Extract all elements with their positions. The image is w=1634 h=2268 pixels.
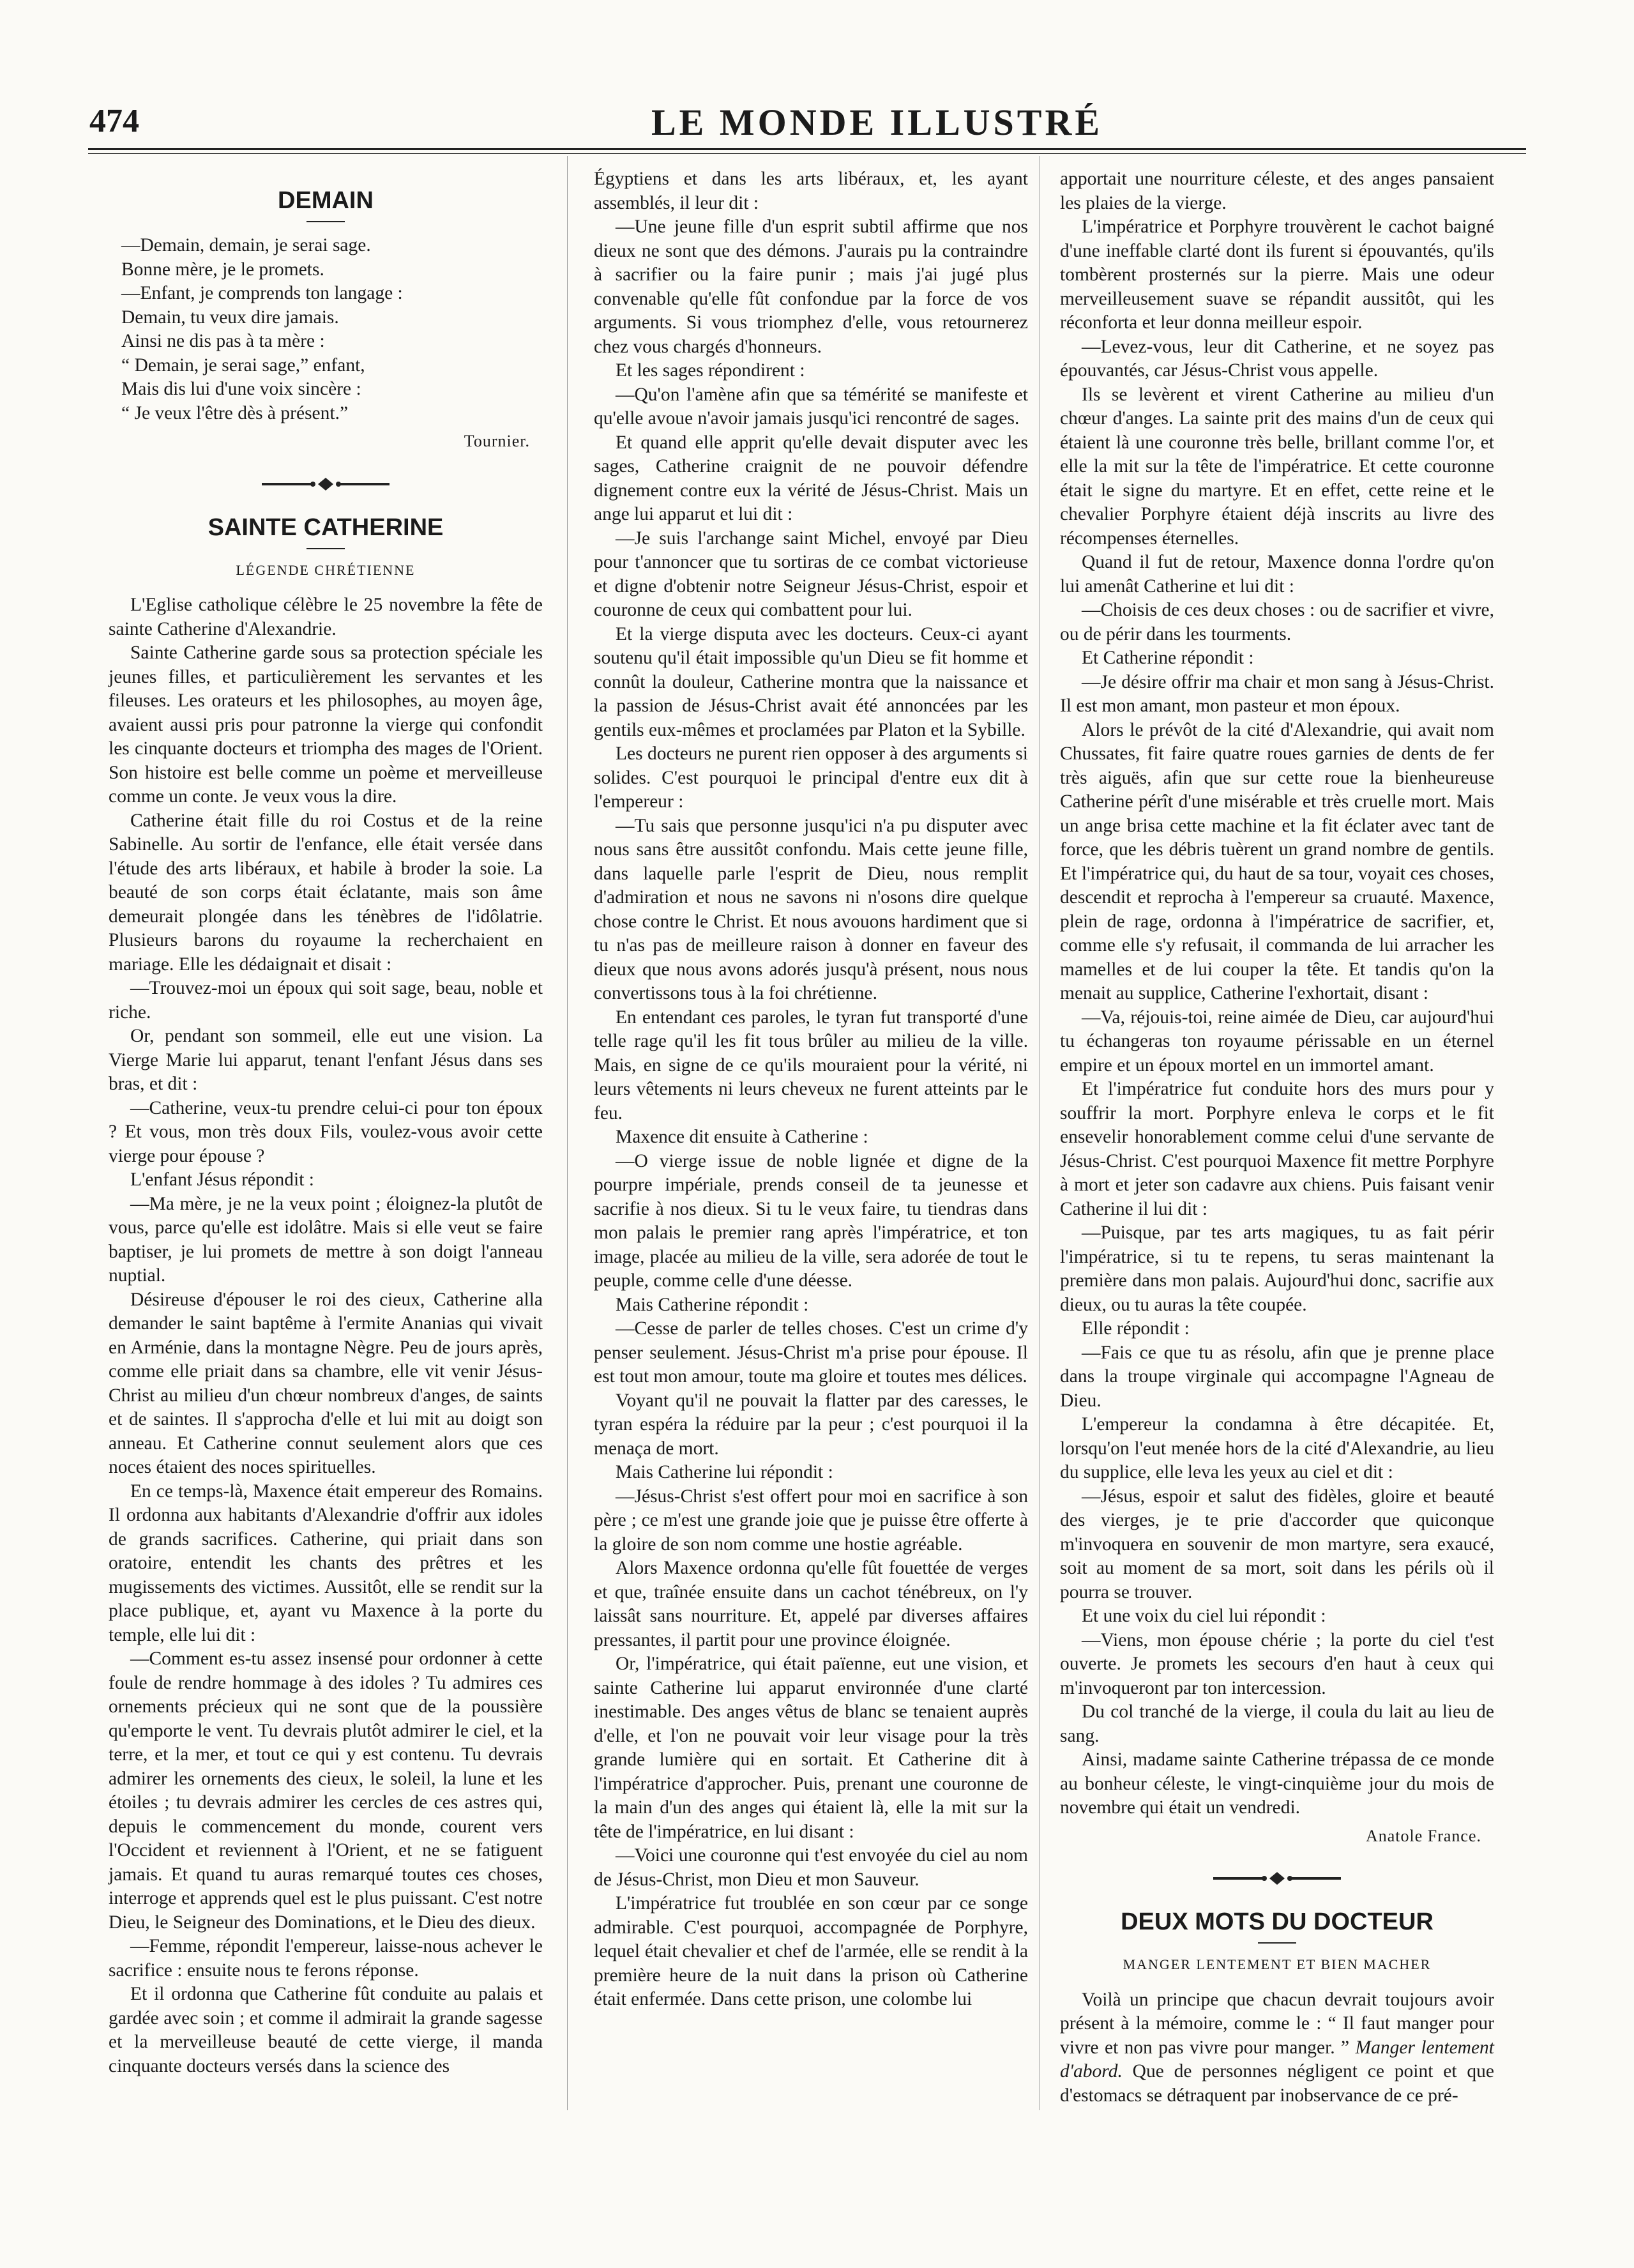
paragraph: En entendant ces paroles, le tyran fut transporté d'une telle rage qu'il les fit tous brûler au milieu de la ville. Mais, en signe de ce qu'ils mouraient pour la vérité, ni leurs vêtements ni leurs cheveux ne furent atteints par le feu. [594,1007,1028,1123]
page-number: 474 [89,103,139,139]
paragraph: L'empereur la condamna à être décapitée. Et, lorsqu'on l'eut menée hors de la cité d'Alexandrie, au lieu du supplice, elle leva les yeux au ciel et dit : [1060,1414,1494,1482]
paragraph: —Jésus, espoir et salut des fidèles, gloire et beauté des vierges, je te prie d'accorder que quiconque m'invoquera en souvenir de mon martyre, sera exaucé, soit au moment de sa mort, soit dans les périls où il pourra se trouver. [1060,1486,1494,1602]
docteur-text-end: Que de personnes négligent ce point et que d'estomacs se détraquent par inobservance de ce pré- [1060,2061,1495,2106]
poem-line: “ Demain, je serai sage,” enfant, [121,354,365,376]
paragraph: L'impératrice et Porphyre trouvèrent le cachot baigné d'une ineffable clarté dont ils furent si épouvantés, qu'ils tombèrent prosternés sur la pierre. Mais une odeur merveilleusement suave se répandit aussitôt, qui les réconforta et leur donna meilleur espoir. [1060,217,1494,333]
column-3 [1060,167,1494,2108]
paragraph: —Choisis de ces deux choses : ou de sacrifier et vivre, ou de périr dans les tourments. [1060,600,1494,644]
docteur-subtitle: MANGER LENTEMENT ET BIEN MACHER [1123,1956,1432,1972]
paragraph: Et il ordonna que Catherine fût conduite au palais et gardée avec soin ; et comme il admirait la grande sagesse et la merveilleuse beauté de cette vierge, il manda cinquante docteurs versés dans la science des [109,1984,543,2076]
docteur-title: DEUX MOTS DU DOCTEUR [1121,1908,1434,1935]
docteur-emphasis: Manger lentement d'abord. [1060,2037,1495,2082]
paragraph: —Je suis l'archange saint Michel, envoyé par Dieu pour t'annoncer que tu sortiras de ce combat victorieuse et digne d'obtenir notre Seigneur Jésus-Christ, espoir et couronne de ceux qui combattent pour lui. [594,528,1028,620]
column-2 [594,167,1028,2012]
ornament-divider [255,476,396,492]
paragraph: Or, l'impératrice, qui était païenne, eut une vision, et sainte Catherine lui apparut environnée d'une clarté inestimable. Des anges vêtus de blanc se tenaient auprès d'elle, et l'on ne pouvait voir leur visage pour la très grande lumière qui en sortait. Et Catherine dit à l'impératrice d'approcher. Puis, prenant une couronne de la main d'un des anges qui étaient là, elle la mit sur la tête de l'impératrice, en lui disant : [594,1654,1028,1842]
demain-title: DEMAIN [278,187,374,214]
title-rule [306,221,345,222]
poem-line: Mais dis lui d'une voix sincère : [121,379,361,399]
paragraph: Ainsi, madame sainte Catherine trépassa de ce monde au bonheur céleste, le vingt-cinquième jour du mois de novembre qui était un vendredi. [1060,1749,1494,1818]
paragraph: Alors Maxence ordonna qu'elle fût fouettée de verges et que, traînée ensuite dans un cachot ténébreux, on l'y laissât sans nourriture. Et, appelé par diverses affaires pressantes, il partit pour une province éloignée. [594,1558,1028,1650]
paragraph: Et quand elle apprit qu'elle devait disputer avec les sages, Catherine craignit de ne pouvoir défendre dignement contre eux la vérité de Jésus-Christ. Mais un ange lui apparut et lui dit : [594,432,1028,524]
paragraph: —Cesse de parler de telles choses. C'est un crime d'y penser seulement. Jésus-Christ m'a prise pour épouse. Il est tout mon amour, toute ma gloire et toutes mes délices. [594,1318,1028,1387]
paragraph: L'impératrice fut troublée en son cœur par ce songe admirable. C'est pourquoi, accompagnée de Porphyre, lequel était chevalier et chef de l'armée, elle se rendit à la première heure de la nuit dans la prison où Catherine était enfermée. Dans cette prison, une colombe lui [594,1893,1028,2009]
paragraph: —O vierge issue de noble lignée et digne de la pourpre impériale, prends conseil de ta jeunesse et sacrifie à nos dieux. Si tu le veux faire, tu tiendras dans mon palais le premier rang après l'impératrice, et ton image, placée au milieu de la ville, sera adorée de tout le peuple, comme celle d'une déesse. [594,1150,1028,1291]
paragraph: Et les sages répondirent : [616,360,805,381]
paragraph: Mais Catherine répondit : [616,1294,809,1315]
paragraph: —Jésus-Christ s'est offert pour moi en sacrifice à son père ; ce m'est une grande joie que je puisse être offerte à la gloire de son nom comme une hostie agréable. [594,1486,1028,1555]
paragraph: Du col tranché de la vierge, il coula du lait au lieu de sang. [1060,1701,1494,1746]
paragraph: apportait une nourriture céleste, et des anges pansaient les plaies de la vierge. [1060,169,1494,213]
paragraph: —Comment es-tu assez insensé pour ordonner à cette foule de rendre hommage à des idoles ? Tu admires ces ornements précieux qui ne sont que de la poussière qu'emporte le vent. Tu devrais plutôt admirer le ciel, et la terre, et la mer, et tout ce qui y est contenu. Tu devrais admirer les ornements des cieux, le soleil, la lune et les étoiles ; tu devrais admirer les cercles de ces astres qui, depuis le commencement du monde, courent vers l'Occident et reviennent à l'Orient, et ne se fatiguent jamais. Et quand tu auras remarqué toutes ces choses, interroge et apprends quel est le plus puissant. C'est notre Dieu, le Seigneur des Dominations, et le Dieu des dieux. [109,1648,543,1933]
demain-poem [121,234,543,425]
paragraph: Et la vierge disputa avec les docteurs. Ceux-ci ayant soutenu qu'il était impossible qu'un Dieu se fit homme et connût la douleur, Catherine montra que la naissance et la passion de Jésus-Christ avait été annoncées par les gentils eux-mêmes et proclamées par Platon et la Sybille. [594,623,1028,740]
paragraph: Et une voix du ciel lui répondit : [1082,1606,1326,1626]
article-signature: Anatole France. [1365,1826,1481,1845]
paragraph: —Voici une couronne qui t'est envoyée du ciel au nom de Jésus-Christ, mon Dieu et mon Sauveur. [594,1845,1028,1890]
paragraph: Elle répondit : [1082,1318,1190,1339]
paragraph: —Ma mère, je ne la veux point ; éloignez-la plutôt de vous, parce qu'elle est idolâtre. Mais si elle veut se faire baptiser, je lui promets de mettre à son doigt l'anneau nuptial. [109,1193,543,1286]
paragraph: Quand il fut de retour, Maxence donna l'ordre qu'on lui amenât Catherine et lui dit : [1060,552,1494,597]
paragraph: Mais Catherine lui répondit : [616,1462,833,1482]
paragraph: En ce temps-là, Maxence était empereur des Romains. Il ordonna aux habitants d'Alexandrie d'offrir aux idoles de grands sacrifices. Catherine, qui priait dans son oratoire, entendit les chants des prêtres et les mugissements des victimes. Aussitôt, elle se rendit sur la place publique, et, ayant vu Maxence à la porte du temple, elle lui dit : [109,1480,543,1645]
paragraph [1060,1988,1494,2108]
paragraph: —Trouvez-moi un époux qui soit sage, beau, noble et riche. [109,978,543,1023]
catherine-title: SAINTE CATHERINE [208,514,444,541]
docteur-text: Voilà un principe que chacun devrait toujours avoir présent à la mémoire, comme le : “ Il faut manger pour vivre et non pas vivre pour manger. ” [1060,1989,1494,2058]
paragraph: —Je désire offrir ma chair et mon sang à Jésus-Christ. Il est mon amant, mon pasteur et mon époux. [1060,671,1494,716]
poem-author: Tournier. [464,432,530,450]
paragraph: Égyptiens et dans les arts libéraux, et, les ayant assemblés, il leur dit : [594,169,1028,213]
paragraph: —Tu sais que personne jusqu'ici n'a pu disputer avec nous sans être aussitôt confondu. Mais cette jeune fille, dans laquelle parle l'esprit de Dieu, nous remplit d'admiration et nous ne savons ni n'osons dire quelque chose contre le Christ. Et nous avouons hardiment que si tu n'as pas de meilleure raison à donner en faveur des dieux que nous avons adorés jusqu'à présent, nous nous convertissons tous à la foi chrétienne. [594,815,1028,1003]
title-rule [1258,1942,1296,1944]
poem-line: —Demain, demain, je serai sage. [121,235,371,255]
catherine-subtitle: LÉGENDE CHRÉTIENNE [236,561,416,578]
poem-line: —Enfant, je comprends ton langage : [121,283,403,303]
paragraph: Ils se levèrent et virent Catherine au milieu d'un chœur d'anges. La sainte prit des mains d'un de ceux qui étaient là une couronne très belle, brillant comme l'or, et elle la mit sur la tête de l'impératrice. Et cette couronne était le signe du martyre. Et en effet, cette reine et le chevalier Porphyre étaient déjà inscrits au livre des récompenses éternelles. [1060,384,1494,549]
paragraph: Sainte Catherine garde sous sa protection spéciale les jeunes filles, et particulièrement les servantes et les fileuses. Les orateurs et les philosophes, au moyen âge, avaient aussi pris pour patronne la vierge qui confondit les cinquante docteurs et triompha des mages de l'Orient. Son histoire est belle comme un poème et merveilleuse comme un conte. Je veux vous la dire. [109,643,543,807]
paragraph: Catherine était fille du roi Costus et de la reine Sabinelle. Au sortir de l'enfance, elle était versée dans l'étude des arts libéraux, et habile à broder la soie. La beauté de son corps était éclatante, mais son âme demeurait plongée dans les ténèbres de l'idôlatrie. Plusieurs barons du royaume la recherchaient en mariage. Elle les dédaignait et disait : [109,810,543,975]
paragraph: Les docteurs ne purent rien opposer à des arguments si solides. C'est pourquoi le principal d'entre eux dit à l'empereur : [594,743,1028,812]
title-rule [306,548,345,549]
paragraph: Alors le prévôt de la cité d'Alexandrie, qui avait nom Chussates, fit faire quatre roues garnies de dents de fer très aiguës, afin que sur cette roue la bienheureuse Catherine pérît d'une misérable et très cruelle mort. Mais un ange brisa cette machine et la fit éclater avec tant de force, que les débris tuèrent un grand nombre de gentils. Et l'impératrice qui, du haut de sa tour, voyait ces choses, descendit et reprocha à l'empereur sa cruauté. Maxence, plein de rage, ordonna à l'impératrice de sacrifier, et, comme elle s'y refusait, il commanda de lui arracher les mamelles et de lui couper la tête. Et tandis qu'on la menait au supplice, Catherine l'exhortait, disant : [1060,719,1494,1003]
paragraph: —Puisque, par tes arts magiques, tu as fait périr l'impératrice, si tu te repens, tu seras maintenant la première dans mon palais. Aujourd'hui donc, sacrifie aux dieux, ou tu auras la tête coupée. [1060,1222,1494,1315]
poem-line: Bonne mère, je le promets. [121,259,324,280]
paragraph: Voyant qu'il ne pouvait la flatter par des caresses, le tyran espéra la réduire par la peur ; c'est pourquoi il la menaça de mort. [594,1390,1028,1459]
ornament-divider [1207,1871,1347,1886]
poem-line: Ainsi ne dis pas à ta mère : [121,331,325,351]
paragraph: —Qu'on l'amène afin que sa témérité se manifeste et qu'elle avoue n'avoir jamais jusqu'ici rencontré de sages. [594,384,1028,429]
masthead: LE MONDE ILLUSTRÉ [651,102,1103,143]
paragraph: —Femme, répondit l'empereur, laisse-nous achever le sacrifice : ensuite nous te ferons réponse. [109,1936,543,1981]
header-rule [88,148,1526,150]
paragraph: Et l'impératrice fut conduite hors des murs pour y souffrir la mort. Porphyre enleva le corps et le fit ensevelir honorablement comme celui d'une servante de Jésus-Christ. C'est pourquoi Maxence fit mettre Porphyre à mort et jeter son cadavre aux chiens. Puis faisant venir Catherine il lui dit : [1060,1079,1494,1219]
paragraph: —Une jeune fille d'un esprit subtil affirme que nos dieux ne sont que des démons. J'aurais pu la contraindre à sacrifier ou la faire punir ; mais j'ai jugé plus convenable qu'elle fût confondue par la force de vos arguments. Si vous triomphez d'elle, vous retournerez chez vous chargés d'honneurs. [594,217,1028,357]
poem-line: “ Je veux l'être dès à présent.” [121,402,349,423]
paragraph: —Viens, mon épouse chérie ; la porte du ciel t'est ouverte. Je promets les secours d'en haut à ceux qui m'invoqueront par ton intercession. [1060,1629,1494,1698]
poem-line: Demain, tu veux dire jamais. [121,307,339,328]
paragraph: —Va, réjouis-toi, reine aimée de Dieu, car aujourd'hui tu échangeras ton royaume périssable en un éternel empire et un époux mortel en un immortel amant. [1060,1007,1494,1076]
paragraph: —Catherine, veux-tu prendre celui-ci pour ton époux ? Et vous, mon très doux Fils, voulez-vous avoir cette vierge pour épouse ? [109,1097,543,1166]
paragraph: —Levez-vous, leur dit Catherine, et ne soyez pas épouvantés, car Jésus-Christ vous appelle. [1060,336,1494,381]
paragraph: —Fais ce que tu as résolu, afin que je prenne place dans la troupe virginale qui accompagne l'Agneau de Dieu. [1060,1342,1494,1411]
paragraph: Maxence dit ensuite à Catherine : [616,1127,868,1147]
paragraph: Désireuse d'épouser le roi des cieux, Catherine alla demander le saint baptême à l'ermite Ananias qui vivait en Arménie, dans la montagne Nègre. Peu de jours après, comme elle priait dans sa chambre, elle vit venir Jésus-Christ au milieu d'un chœur nombreux d'anges, de saints et de saintes. Il s'approcha d'elle et lui mit au doigt son anneau. Et Catherine connut seulement alors que ces noces étaient des noces spirituelles. [109,1289,543,1477]
paragraph: Or, pendant son sommeil, elle eut une vision. La Vierge Marie lui apparut, tenant l'enfant Jésus dans ses bras, et dit : [109,1026,543,1094]
paragraph: L'enfant Jésus répondit : [130,1169,314,1190]
header-rule-thin [88,153,1526,154]
paragraph: L'Eglise catholique célèbre le 25 novembre la fête de sainte Catherine d'Alexandrie. [109,595,543,639]
paragraph: Et Catherine répondit : [1082,648,1254,668]
column-divider [567,156,568,2110]
column-1 [109,167,543,2078]
